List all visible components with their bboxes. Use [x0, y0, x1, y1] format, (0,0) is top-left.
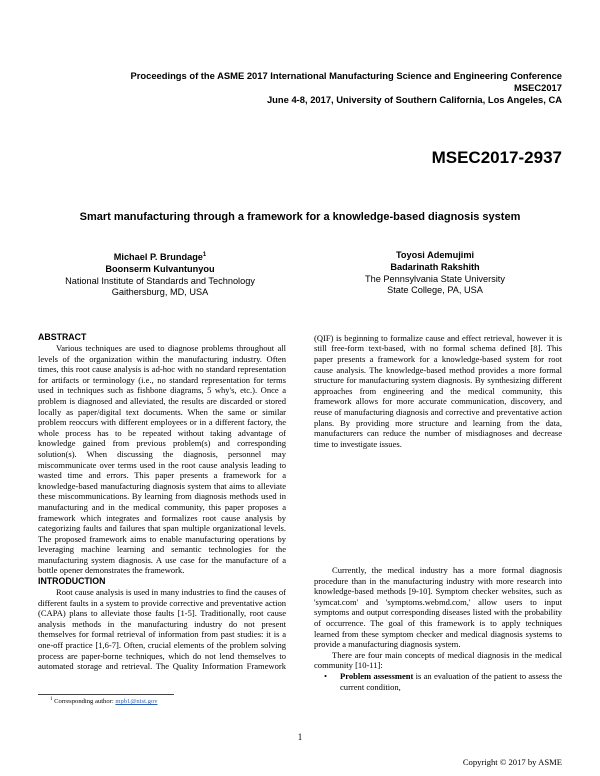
list-item	[324, 670, 562, 692]
conference-acronym: MSEC2017	[514, 82, 562, 93]
left-column	[38, 332, 286, 672]
copyright-notice: Copyright © 2017 by ASME	[462, 757, 562, 767]
author-name: Boonserm Kulvantunyou	[105, 263, 215, 274]
footnote-marker: 1	[50, 697, 53, 702]
right-column	[314, 333, 562, 692]
author-name-text: Michael P. Brundage	[113, 252, 203, 263]
footnote	[50, 697, 158, 705]
author-location: State College, PA, USA	[387, 285, 483, 296]
list-item-text: is an evaluation of the patient to assess the current condition,	[340, 670, 562, 692]
abstract-heading: ABSTRACT	[38, 332, 87, 342]
author-block-right	[330, 250, 540, 297]
author-block-left	[50, 250, 270, 299]
footnote-label: Corresponding author:	[54, 698, 116, 706]
email-link[interactable]: mpb1@nist.gov	[115, 698, 158, 706]
introduction-paragraph-3: There are four main concepts of medical diagnosis in the medical community [10-11]:	[314, 649, 562, 671]
conference-header	[60, 70, 562, 106]
author-name	[50, 250, 270, 264]
abstract-text: Various techniques are used to diagnose problems throughout all levels of the organization within the manufacturing industry. Often times, this root cause analysis is ad-hoc with no standard representation for artifacts or terminology (i.e., no standard representation for terms used in techniques such as fishbone diagrams, 5 why's, etc.). Once a problem is diagnosed and alleviated, the results are discarded or stored locally as paper/digital text documents. When the same or similar problem reoccurs with different employees or in a different factory, the whole process has to be repeated without taking advantage of knowledge gained from previous problem(s) and corresponding solution(s). When discussing the diagnosis, personnel may miscommunicate over terms used in the root cause analysis leading to wasted time and errors. This paper presents a framework for a knowledge-based manufacturing diagnosis system that aims to alleviate these miscommunications. By learning from diagnosis methods used in manufacturing and in the medical community, this paper proposes a framework which integrates and formalizes root cause analysis by categorizing faults and failures that span multiple organizational levels. The proposed framework aims to enable manufacturing operations by leveraging machine learning and semantic technologies for the manufacturing system diagnosis. A use case for the manufacture of a bottle opener demonstrates the framework.	[38, 343, 286, 576]
page-number: 1	[297, 732, 303, 742]
introduction-paragraph-2: Currently, the medical industry has a more formal diagnosis procedure than in the manufacturing industry with more research into knowledge-based methods [9-10]. Symptom checker websites, such as 'symcat.com' and 'symptoms.webmd.com,' allow users to input symptoms and output corresponding diseases listed with the probability of occurrence. The goal of this framework is to apply techniques learned from these symptom checker and medical diagnosis systems to provide a manufacturing diagnosis system.	[314, 565, 562, 650]
footnote-marker: 1	[202, 252, 207, 258]
author-location: Gaithersburg, MD, USA	[111, 287, 209, 298]
introduction-heading: INTRODUCTION	[38, 576, 106, 587]
introduction-paragraph-1: Root cause analysis is used in many industries to find the causes of different faults in a system to provide corrective and preventative action (CAPA) plans to alleviate those faults [1-5]. Traditionally, root cause analysis methods in the manufacturing industry do not present themselves for formal retrieval of information from past studies: it is a one-off practice [1,6-7]. Often, crucial elements of the problem solving process are paper-borne techniques, which do not lend themselves to automated storage and retrieval. The Quality Information Framework	[38, 587, 286, 672]
author-name: Badarinath Rakshith	[390, 261, 480, 272]
conference-title: Proceedings of the ASME 2017 International Manufacturing Science and Engineering Conference	[130, 70, 562, 81]
introduction-paragraph-1-continued	[314, 333, 562, 565]
conference-date-location: June 4-8, 2017, University of Southern California, Los Angeles, CA	[266, 94, 562, 105]
author-name: Toyosi Ademujimi	[395, 250, 475, 260]
author-affiliation: The Pennsylvania State University	[365, 273, 505, 284]
footnote-divider	[38, 694, 174, 695]
paper-title: Smart manufacturing through a framework for a knowledge-based diagnosis system	[79, 211, 521, 223]
paragraph-continuation-text: (QIF) is beginning to formalize cause and effect retrieval, however it is still free-form text-based, with no formal schema defined [8]. This paper presents a framework for a knowledge-based system for root cause analysis. The knowledge-based method provides a more formal structure for manufacturing system diagnosis. By synthesizing different approaches from engineering and the medical community, this framework allows for more accurate communication, discovery, and reuse of manufacturing diagnosis and corrective and preventative action plans. By providing more structure and learning from the data, manufacturers can reduce the number of misdiagnoses and decrease time to investigate issues.	[314, 333, 562, 449]
concept-list	[314, 671, 562, 692]
author-affiliation: National Institute of Standards and Technology	[65, 275, 255, 286]
bullet-icon: •	[324, 670, 327, 681]
list-item-term: Problem assessment	[340, 670, 414, 681]
paper-id: MSEC2017-2937	[431, 148, 562, 167]
